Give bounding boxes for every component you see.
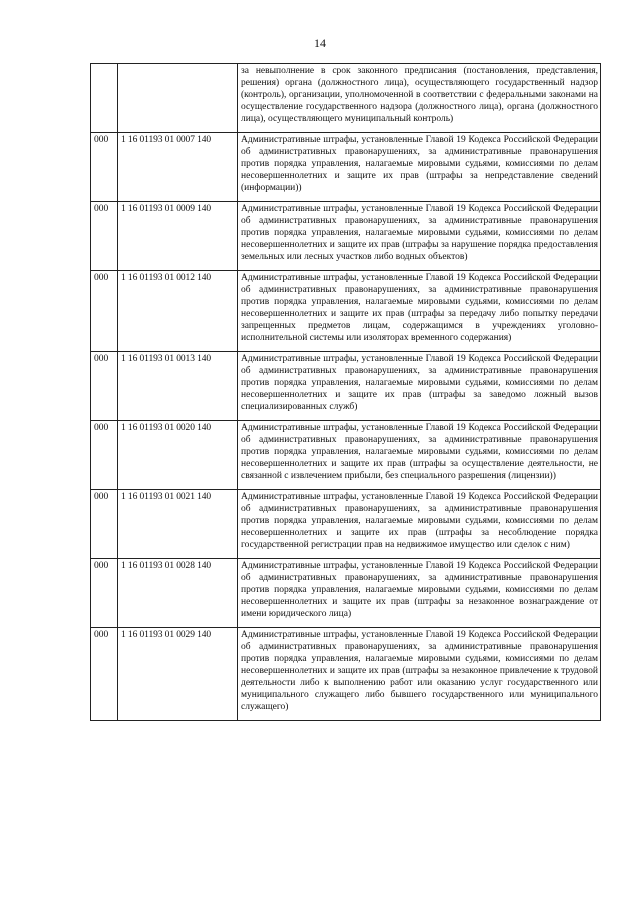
- description-text: Административные штрафы, установленные Главой 19 Кодекса Российской Федерации об административных правонарушениях, за административные правонарушения против порядка управления, налагаемые мировыми судьями, комиссиями по делам несовершеннолетних и защите их прав (штрафы за незаконное привлечение к трудовой деятельности либо к выполнению работ или оказанию услуг государственного или муниципального служащего либо бывшего государственного или муниципального служащего): [241, 630, 598, 712]
- table-row: [91, 64, 601, 133]
- table-body: [91, 64, 601, 721]
- description-text: Административные штрафы, установленные Главой 19 Кодекса Российской Федерации об административных правонарушениях, за административные правонарушения против порядка управления, налагаемые мировыми судьями, комиссиями по делам несовершеннолетних и защите их прав (штрафы за заведомо ложный вызов специализированных служб): [241, 354, 598, 412]
- admin-code-cell: 000: [91, 628, 118, 721]
- description-text: Административные штрафы, установленные Главой 19 Кодекса Российской Федерации об административных правонарушениях, за административные правонарушения против порядка управления, налагаемые мировыми судьями, комиссиями по делам несовершеннолетних и защите их прав (штрафы за передачу либо попытку передачи запрещенных предметов лицам, содержащимся в учреждениях уголовно-исполнительной системы или изоляторах временного содержания): [241, 273, 598, 343]
- table-row: [91, 202, 601, 271]
- table-row: [91, 352, 601, 421]
- admin-code-cell: 000: [91, 133, 118, 202]
- budget-code-cell: 1 16 01193 01 0007 140: [118, 133, 238, 202]
- description-cell: [238, 271, 601, 352]
- admin-code-cell: 000: [91, 271, 118, 352]
- description-text: Административные штрафы, установленные Главой 19 Кодекса Российской Федерации об административных правонарушениях, за административные правонарушения против порядка управления, налагаемые мировыми судьями, комиссиями по делам несовершеннолетних и защите их прав (штрафы за нарушение порядка предоставления земельных или лесных участков либо водных объектов): [241, 204, 598, 262]
- description-cell: [238, 352, 601, 421]
- description-cell: [238, 490, 601, 559]
- budget-code-cell: 1 16 01193 01 0020 140: [118, 421, 238, 490]
- admin-code-cell: 000: [91, 421, 118, 490]
- description-text: Административные штрафы, установленные Главой 19 Кодекса Российской Федерации об административных правонарушениях, за административные правонарушения против порядка управления, налагаемые мировыми судьями, комиссиями по делам несовершеннолетних и защите их прав (штрафы за несоблюдение порядка государственной регистрации прав на недвижимое имущество или сделок с ним): [241, 492, 598, 550]
- description-text: за невыполнение в срок законного предписания (постановления, представления, решения) органа (должностного лица), осуществляющего государственный надзор (контроль), организации, уполномоченной в соответствии с федеральными законами на осуществление государственного надзора (должностного лица), органа (должностного лица), осуществляющего муниципальный контроль): [241, 66, 598, 124]
- table-row: [91, 559, 601, 628]
- description-text: Административные штрафы, установленные Главой 19 Кодекса Российской Федерации об административных правонарушениях, за административные правонарушения против порядка управления, налагаемые мировыми судьями, комиссиями по делам несовершеннолетних и защите их прав (штрафы за незаконное вознаграждение от имени юридического лица): [241, 561, 598, 619]
- budget-code-cell: 1 16 01193 01 0028 140: [118, 559, 238, 628]
- page-number: 14: [314, 36, 326, 50]
- admin-code-cell: [91, 64, 118, 133]
- budget-classification-table: [90, 63, 601, 721]
- admin-code-cell: 000: [91, 352, 118, 421]
- description-cell: [238, 133, 601, 202]
- table-row: [91, 421, 601, 490]
- admin-code-cell: 000: [91, 202, 118, 271]
- budget-code-cell: 1 16 01193 01 0009 140: [118, 202, 238, 271]
- budget-code-cell: 1 16 01193 01 0012 140: [118, 271, 238, 352]
- description-cell: [238, 64, 601, 133]
- admin-code-cell: 000: [91, 490, 118, 559]
- budget-code-cell: 1 16 01193 01 0021 140: [118, 490, 238, 559]
- admin-code-cell: 000: [91, 559, 118, 628]
- table-row: [91, 133, 601, 202]
- description-text: Административные штрафы, установленные Главой 19 Кодекса Российской Федерации об административных правонарушениях, за административные правонарушения против порядка управления, налагаемые мировыми судьями, комиссиями по делам несовершеннолетних и защите их прав (штрафы за осуществление деятельности, не связанной с извлечением прибыли, без специального разрешения (лицензии)): [241, 423, 598, 481]
- table-row: [91, 271, 601, 352]
- description-cell: [238, 421, 601, 490]
- table-row: [91, 490, 601, 559]
- description-cell: [238, 559, 601, 628]
- budget-code-cell: 1 16 01193 01 0029 140: [118, 628, 238, 721]
- description-cell: [238, 202, 601, 271]
- budget-code-cell: 1 16 01193 01 0013 140: [118, 352, 238, 421]
- description-text: Административные штрафы, установленные Главой 19 Кодекса Российской Федерации об административных правонарушениях, за административные правонарушения против порядка управления, налагаемые мировыми судьями, комиссиями по делам несовершеннолетних и защите их прав (штрафы за непредставление сведений (информации)): [241, 135, 598, 193]
- table-row: [91, 628, 601, 721]
- budget-code-cell: [118, 64, 238, 133]
- description-cell: [238, 628, 601, 721]
